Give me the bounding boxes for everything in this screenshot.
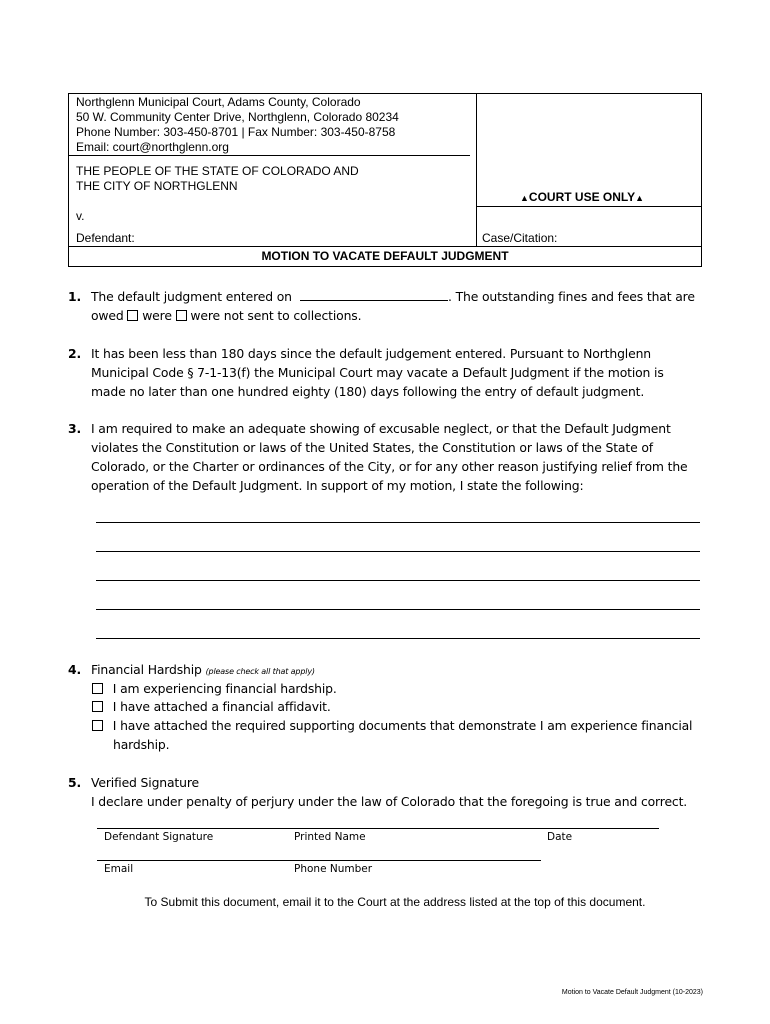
defendant-label: Defendant: bbox=[76, 231, 135, 245]
date-label: Date bbox=[547, 831, 573, 843]
hardship-checkbox[interactable] bbox=[92, 683, 103, 694]
affidavit-checkbox[interactable] bbox=[92, 701, 103, 712]
contact-line[interactable] bbox=[97, 860, 541, 861]
court-phone-fax: Phone Number: 303-450-8701 | Fax Number: 303-450-8758 bbox=[76, 125, 396, 139]
defendant-signature-label: Defendant Signature bbox=[104, 831, 214, 843]
people-line-1: THE PEOPLE OF THE STATE OF COLORADO AND bbox=[76, 164, 359, 178]
item-2-line-2: Municipal Code § 7-1-13(f) the Municipal Court may vacate a Default Judgment if the motion is bbox=[91, 365, 664, 380]
item-1-owed-label: owed bbox=[91, 308, 124, 323]
item-1-text-a: The default judgment entered on bbox=[91, 289, 292, 304]
signature-line[interactable] bbox=[97, 828, 659, 829]
item-number-5: 5. bbox=[68, 775, 82, 790]
court-address: 50 W. Community Center Drive, Northglenn, Colorado 80234 bbox=[76, 110, 399, 124]
people-line-2: THE CITY OF NORTHGLENN bbox=[76, 179, 238, 193]
judgment-date-field[interactable] bbox=[300, 300, 448, 301]
item-3-line-3: Colorado, or the Charter or ordinances of the City, or for any other reason justifying relief from the bbox=[91, 459, 688, 474]
item-1-were-label: were bbox=[142, 308, 172, 323]
affidavit-label: I have attached a financial affidavit. bbox=[112, 699, 331, 714]
court-use-only: ▲COURT USE ONLY▲ bbox=[520, 190, 645, 204]
item-2-line-1: It has been less than 180 days since the default judgement entered. Pursuant to Northglenn bbox=[91, 346, 651, 361]
court-email: Email: court@northglenn.org bbox=[76, 140, 229, 154]
hardship-label: I am experiencing financial hardship. bbox=[112, 681, 337, 696]
versus-label: v. bbox=[76, 209, 85, 223]
supporting-docs-label: I have attached the required supporting documents that demonstrate I am experience financial bbox=[112, 718, 693, 733]
item-1-were-not-label: were not sent to collections. bbox=[190, 308, 362, 323]
email-label: Email bbox=[104, 863, 134, 875]
item-number-1: 1. bbox=[68, 289, 82, 304]
financial-hardship-heading: Financial Hardship bbox=[91, 662, 202, 677]
item-3-line-1: I am required to make an adequate showing of excusable neglect, or that the Default Judgment bbox=[91, 421, 671, 436]
owed-were-checkbox[interactable] bbox=[127, 310, 138, 321]
item-number-4: 4. bbox=[68, 662, 82, 677]
verified-signature-heading: Verified Signature bbox=[91, 775, 199, 790]
printed-name-label: Printed Name bbox=[294, 831, 366, 843]
court-name: Northglenn Municipal Court, Adams County, Colorado bbox=[76, 95, 361, 109]
item-2-line-3: made no later than one hundred eighty (180) days following the entry of default judgment. bbox=[91, 384, 645, 399]
item-3-line-4: operation of the Default Judgment. In support of my motion, I state the following: bbox=[91, 478, 584, 493]
statement-line-3[interactable] bbox=[96, 580, 700, 581]
document-title: MOTION TO VACATE DEFAULT JUDGMENT bbox=[261, 249, 509, 263]
statement-line-2[interactable] bbox=[96, 551, 700, 552]
item-number-3: 3. bbox=[68, 421, 82, 436]
statement-line-1[interactable] bbox=[96, 522, 700, 523]
item-1-text-b: . The outstanding fines and fees that are bbox=[448, 289, 695, 304]
submit-instructions: To Submit this document, email it to the Court at the address listed at the top of this document. bbox=[144, 895, 646, 909]
check-all-note: (please check all that apply) bbox=[205, 667, 315, 676]
phone-number-label: Phone Number bbox=[294, 863, 373, 875]
supporting-docs-label-cont: hardship. bbox=[113, 737, 170, 752]
case-citation-label: Case/Citation: bbox=[482, 231, 558, 245]
owed-were-not-checkbox[interactable] bbox=[176, 310, 187, 321]
item-3-line-2: violates the Constitution or laws of the United States, the Constitution or laws of the State of bbox=[91, 440, 653, 455]
footer-form-id: Motion to Vacate Default Judgment (10-2023) bbox=[561, 989, 703, 996]
statement-line-4[interactable] bbox=[96, 609, 700, 610]
statement-line-5[interactable] bbox=[96, 638, 700, 639]
supporting-docs-checkbox[interactable] bbox=[92, 720, 103, 731]
item-number-2: 2. bbox=[68, 346, 82, 361]
perjury-declaration: I declare under penalty of perjury under the law of Colorado that the foregoing is true and correct. bbox=[91, 794, 688, 809]
triangle-up-icon: ▲ bbox=[520, 193, 529, 203]
triangle-up-icon: ▲ bbox=[635, 193, 645, 203]
